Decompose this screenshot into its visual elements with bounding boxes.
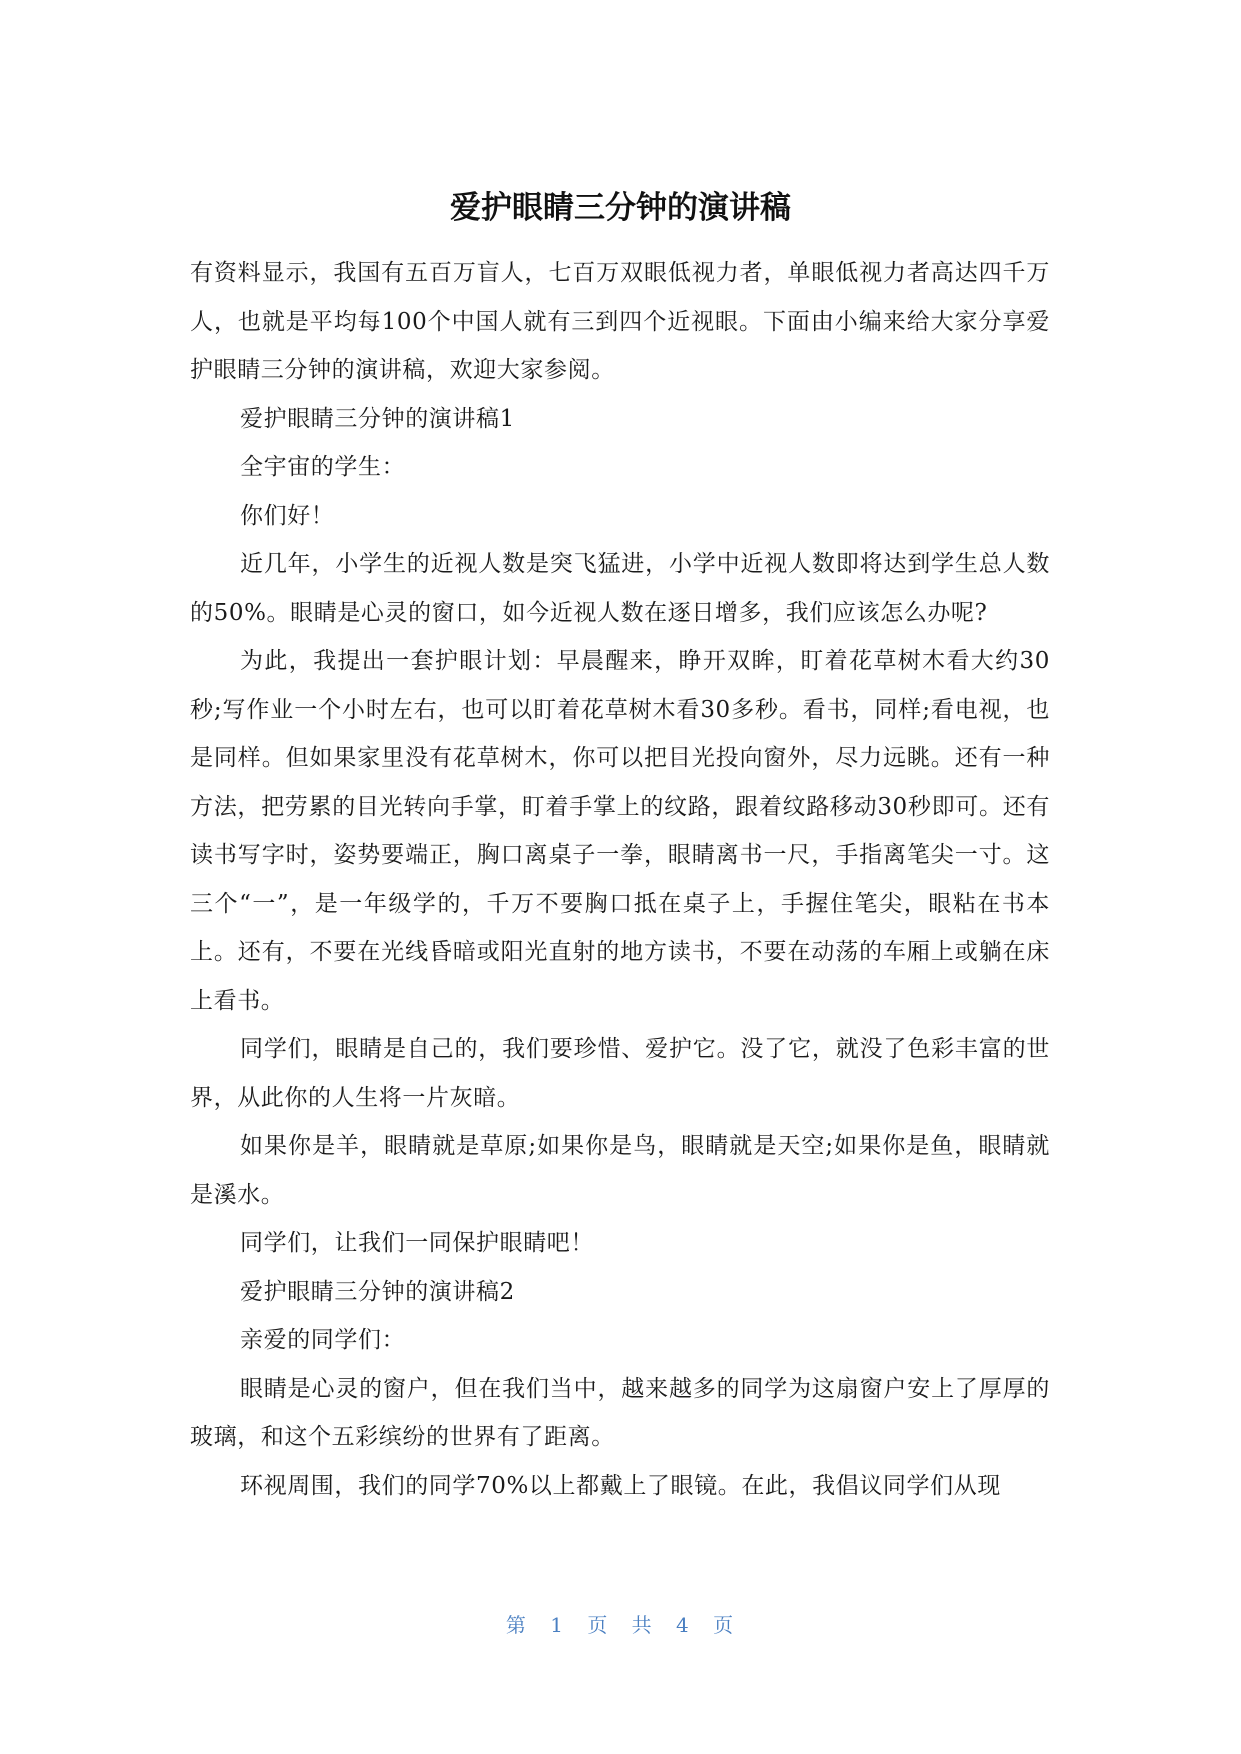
page-number-text: 第 1 页 共 4 页 xyxy=(505,1613,736,1637)
body-paragraph: 环视周围，我们的同学70%以上都戴上了眼镜。在此，我倡议同学们从现 xyxy=(240,1472,1001,1499)
body-paragraph: 同学们，让我们一同保护眼睛吧！ xyxy=(240,1230,594,1256)
salutation: 亲爱的同学们： xyxy=(240,1327,406,1353)
document-title: 爱护眼睛三分钟的演讲稿 xyxy=(450,190,791,226)
page-number-footer xyxy=(0,1609,1241,1638)
salutation: 全宇宙的学生： xyxy=(240,454,406,480)
section-heading: 爱护眼睛三分钟的演讲稿2 xyxy=(240,1278,515,1305)
intro-paragraph: 有资料显示，我国有五百万盲人，七百万双眼低视力者，单眼低视力者高达四千万人，也就是平均每100个中国人就有三到四个近视眼。下面由小编来给大家分享爱护眼睛三分钟的演讲稿，欢迎大家参阅。 xyxy=(190,260,1050,383)
body-paragraph: 同学们，眼睛是自己的，我们要珍惜、爱护它。没了它，就没了色彩丰富的世界，从此你的人生将一片灰暗。 xyxy=(190,1036,1050,1111)
document-body xyxy=(190,249,1050,1510)
section-heading: 爱护眼睛三分钟的演讲稿1 xyxy=(240,405,515,432)
body-paragraph: 近几年，小学生的近视人数是突飞猛进，小学中近视人数即将达到学生总人数的50%。眼睛是心灵的窗口，如今近视人数在逐日增多，我们应该怎么办呢? xyxy=(190,551,1050,626)
greeting: 你们好！ xyxy=(240,502,335,529)
body-paragraph: 为此，我提出一套护眼计划：早晨醒来，睁开双眸，盯着花草树木看大约30秒;写作业一个小时左右，也可以盯着花草树木看30多秒。看书，同样;看电视，也是同样。但如果家里没有花草树木，你可以把目光投向窗外，尽力远眺。还有一种方法，把劳累的目光转向手掌，盯着手掌上的纹路，跟着纹路移动30秒即可。还有读书写字时，姿势要端正，胸口离桌子一拳，眼睛离书一尺，手指离笔尖一寸。这三个“一”，是一年级学的，千万不要胸口抵在桌子上，手握住笔尖，眼粘在书本上。还有，不要在光线昏暗或阳光直射的地方读书，不要在动荡的车厢上或躺在床上看书。 xyxy=(190,648,1050,1014)
body-paragraph: 如果你是羊，眼睛就是草原;如果你是鸟，眼睛就是天空;如果你是鱼，眼睛就是溪水。 xyxy=(190,1133,1050,1208)
body-paragraph: 眼睛是心灵的窗户，但在我们当中，越来越多的同学为这扇窗户安上了厚厚的玻璃，和这个五彩缤纷的世界有了距离。 xyxy=(190,1375,1050,1450)
